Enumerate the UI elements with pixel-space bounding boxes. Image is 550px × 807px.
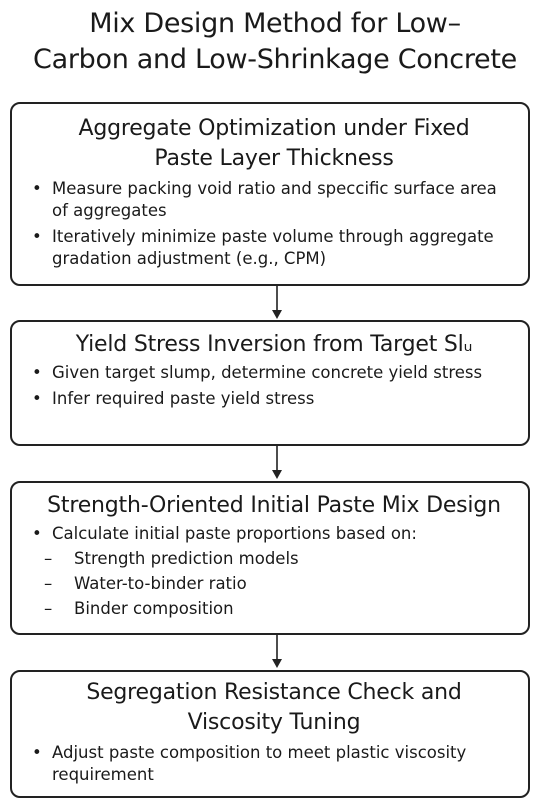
- flow-arrow-3: [272, 635, 282, 669]
- step-title: [32, 114, 516, 174]
- step-title-line: Viscosity Tuning: [187, 710, 361, 735]
- flow-arrow-1: [272, 286, 282, 320]
- bullet-item: • Adjust paste composition to meet plastic viscosity requirement: [32, 742, 516, 786]
- down-arrow-icon: [272, 635, 282, 669]
- step-box-segregation-resistance-check: [10, 670, 530, 798]
- bullet-list: [32, 742, 516, 786]
- sub-bullet-item: – Binder composition: [32, 598, 516, 620]
- bullet-list: [32, 178, 516, 270]
- step-title: [32, 491, 516, 521]
- step-box-initial-paste-mix-design: [10, 481, 530, 635]
- bullet-item: • Infer required paste yield stress: [32, 388, 516, 410]
- sub-bullet-list: [32, 548, 516, 620]
- down-arrow-icon: [272, 446, 282, 480]
- down-arrow-icon: [272, 286, 282, 320]
- bullet-item: • Measure packing void ratio and speccific surface area of aggregates: [32, 178, 516, 222]
- step-title-line: Aggregate Optimization under Fixed: [78, 116, 470, 141]
- sub-bullet-item: – Water-to-binder ratio: [32, 573, 516, 595]
- diagram-title-line-2: Carbon and Low-Shrinkage Concrete: [33, 44, 517, 75]
- step-title-line: Segregation Resistance Check and: [86, 680, 462, 705]
- bullet-item: • Iteratively minimize paste volume through aggregate gradation adjustment (e.g., CPM): [32, 226, 516, 270]
- bullet-text: Calculate initial paste proportions based on:: [52, 524, 417, 543]
- step-box-aggregate-optimization: [10, 102, 530, 286]
- bullet-list: [32, 362, 516, 410]
- bullet-item: • Given target slump, determine concrete yield stress: [32, 362, 516, 384]
- step-title-line: Yield Stress Inversion from Target Slᵤ: [75, 332, 473, 357]
- step-title: [32, 678, 516, 738]
- diagram-title-line-1: Mix Design Method for Low–: [89, 8, 461, 39]
- step-title: [32, 330, 516, 360]
- step-title-line: Paste Layer Thickness: [154, 146, 394, 171]
- step-title-line: Strength-Oriented Initial Paste Mix Design: [47, 493, 501, 518]
- flow-arrow-2: [272, 446, 282, 480]
- bullet-item: [32, 523, 516, 545]
- bullet-list: [32, 523, 516, 545]
- sub-bullet-item: – Strength prediction models: [32, 548, 516, 570]
- step-box-yield-stress-inversion: [10, 320, 530, 446]
- diagram-title: [0, 6, 550, 78]
